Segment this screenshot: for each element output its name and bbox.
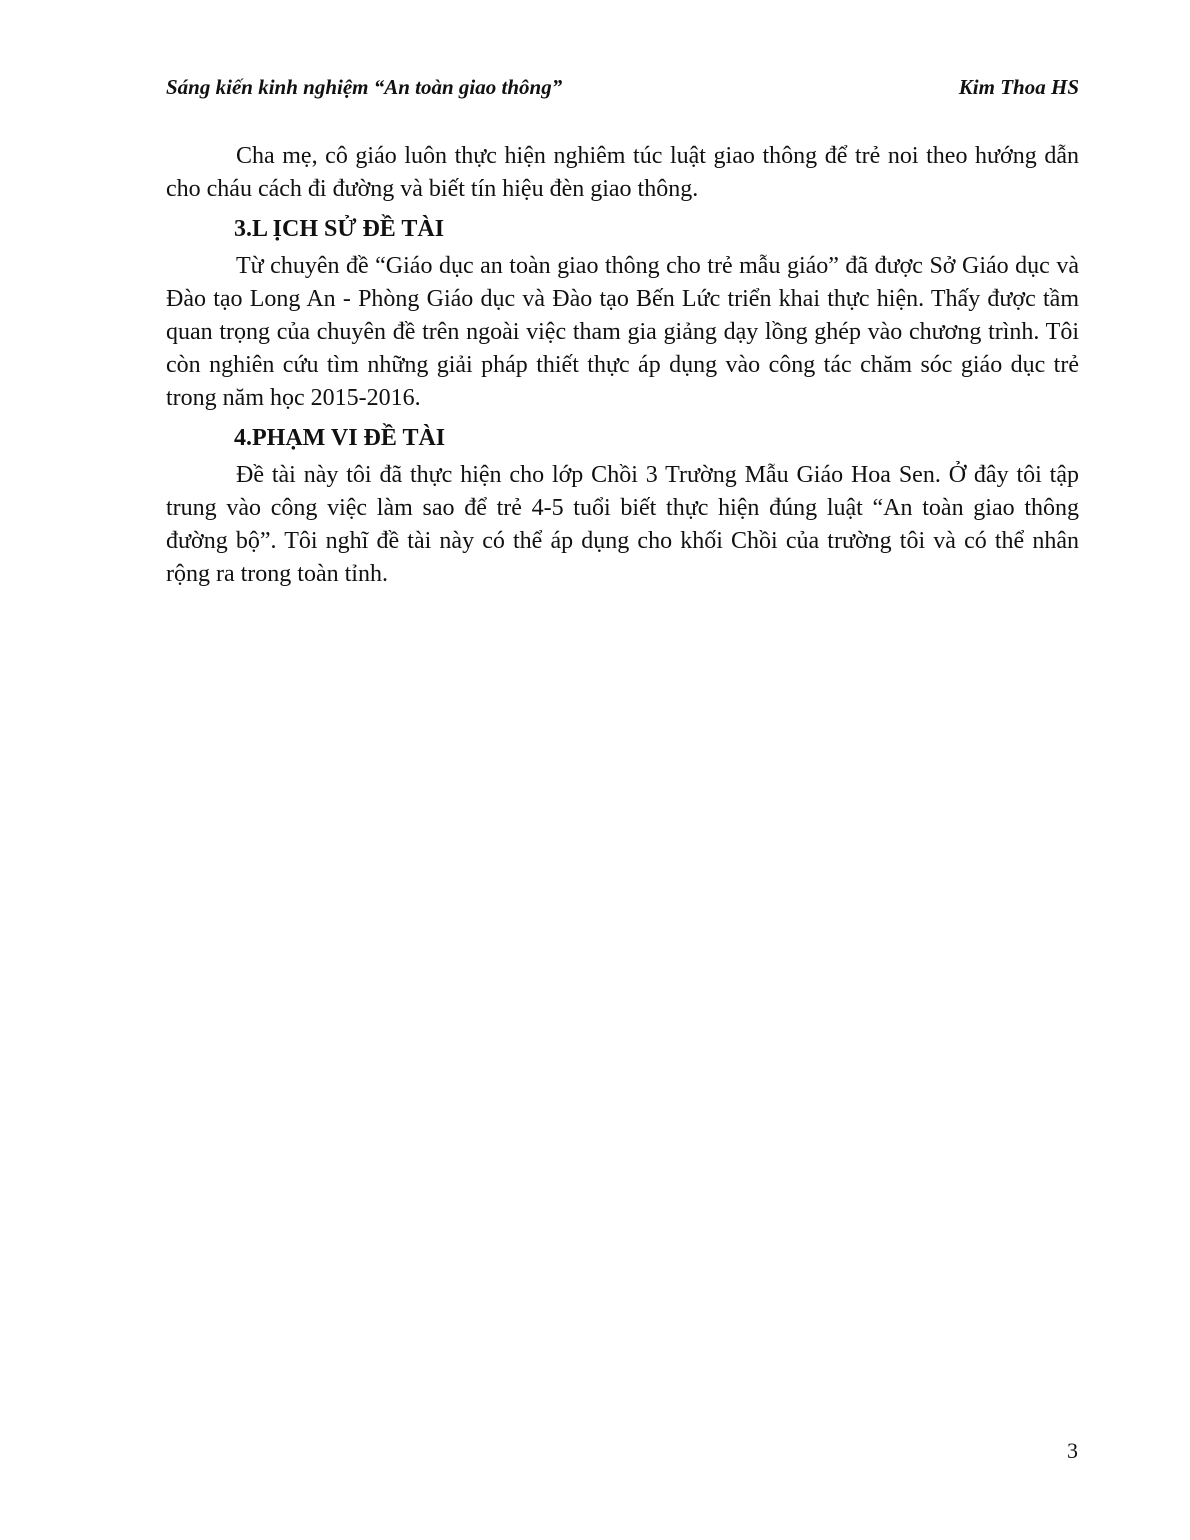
document-title: Sáng kiến kinh nghiệm “An toàn giao thông” bbox=[166, 75, 563, 99]
page-number: 3 bbox=[1067, 1438, 1078, 1463]
intro-paragraph: Cha mẹ, cô giáo luôn thực hiện nghiêm túc luật giao thông để trẻ noi theo hướng dẫn cho cháu cách đi đường và biết tín hiệu đèn giao thông. bbox=[166, 143, 1079, 202]
section-4-heading: 4.PHẠM VI ĐỀ TÀI bbox=[234, 425, 446, 451]
document-body bbox=[166, 140, 1079, 591]
section-3-paragraph: Từ chuyên đề “Giáo dục an toàn giao thông cho trẻ mẫu giáo” đã được Sở Giáo dục và Đào tạo Long An - Phòng Giáo dục và Đào tạo Bến Lức triển khai thực hiện. Thấy được tầm quan trọng của chuyên đề trên ngoài việc tham gia giảng dạy lồng ghép vào chương trình. Tôi còn nghiên cứu tìm những giải pháp thiết thực áp dụng vào công tác chăm sóc giáo dục trẻ trong năm học 2015-2016. bbox=[166, 253, 1079, 411]
section-3-heading: 3.L ỊCH SỬ ĐỀ TÀI bbox=[234, 216, 445, 242]
page-header bbox=[166, 72, 1079, 102]
author-name: Kim Thoa HS bbox=[958, 75, 1079, 99]
section-4-paragraph: Đề tài này tôi đã thực hiện cho lớp Chồi 3 Trường Mẫu Giáo Hoa Sen. Ở đây tôi tập trung vào công việc làm sao để trẻ 4-5 tuổi biết thực hiện đúng luật “An toàn giao thông đường bộ”. Tôi nghĩ đề tài này có thể áp dụng cho khối Chồi của trường tôi và có thể nhân rộng ra trong toàn tỉnh. bbox=[166, 462, 1079, 587]
